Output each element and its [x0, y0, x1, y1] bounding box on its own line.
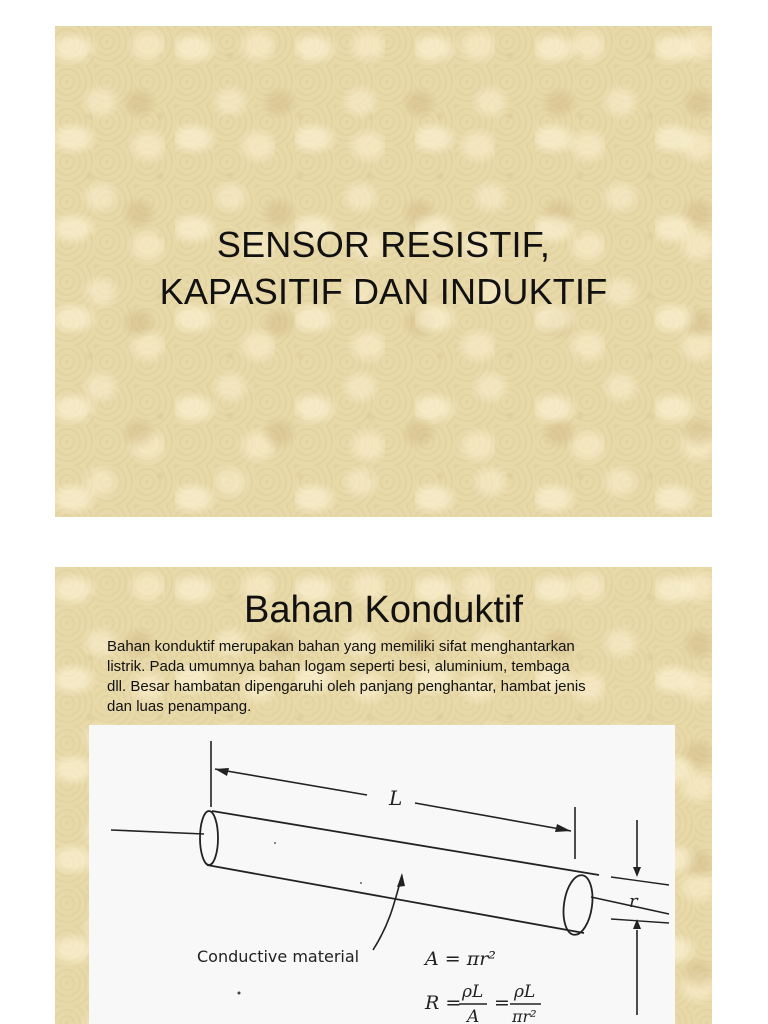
cylinder-left-end [200, 811, 218, 865]
cylinder-top-edge [212, 811, 599, 875]
equals-sign: = [494, 992, 510, 1014]
length-arrow-left [215, 768, 229, 776]
scan-speck [274, 842, 276, 844]
fraction-1-denominator: A [467, 1007, 480, 1024]
slide-body-text [107, 637, 647, 717]
length-dim-line-a [215, 769, 367, 795]
scan-speck [238, 992, 241, 995]
length-label: L [389, 786, 403, 810]
length-arrow-right [555, 824, 571, 832]
area-equation: A = πr² [425, 948, 496, 970]
resistance-equation-lhs: R = [425, 992, 462, 1014]
body-line-1: Bahan konduktif merupakan bahan yang memiliki sifat menghantarkan [107, 638, 575, 655]
body-line-3: dll. Besar hambatan dipengaruhi oleh panjang penghantar, hambat jenis [107, 678, 586, 695]
radius-ref-top [611, 877, 669, 885]
fraction-2-numerator: ρL [514, 982, 536, 1002]
slide-title: Bahan Konduktif [244, 589, 523, 631]
radius-ref-bottom [611, 919, 669, 923]
conductor-diagram [89, 725, 675, 1024]
radius-arrow-top [633, 867, 641, 877]
length-dim-line-b [415, 803, 571, 831]
presentation-title [55, 221, 712, 315]
title-line-1: SENSOR RESISTIF, [216, 224, 551, 265]
title-slide [55, 26, 712, 517]
material-label: Conductive material [197, 947, 360, 966]
conductive-material-slide [55, 567, 712, 1024]
fraction-2-denominator: πr² [512, 1007, 537, 1024]
title-line-2: KAPASITIF DAN INDUKTIF [159, 271, 608, 312]
lead-wire-left [111, 830, 204, 834]
body-line-4: dan luas penampang. [107, 698, 252, 715]
cylinder-right-end [560, 873, 596, 936]
scan-speck [360, 882, 362, 884]
material-pointer-arrow [397, 873, 405, 887]
fraction-1-numerator: ρL [462, 982, 484, 1002]
radius-label: r [629, 891, 638, 912]
body-line-2: listrik. Pada umumnya bahan logam seperti besi, aluminium, tembaga [107, 658, 570, 675]
